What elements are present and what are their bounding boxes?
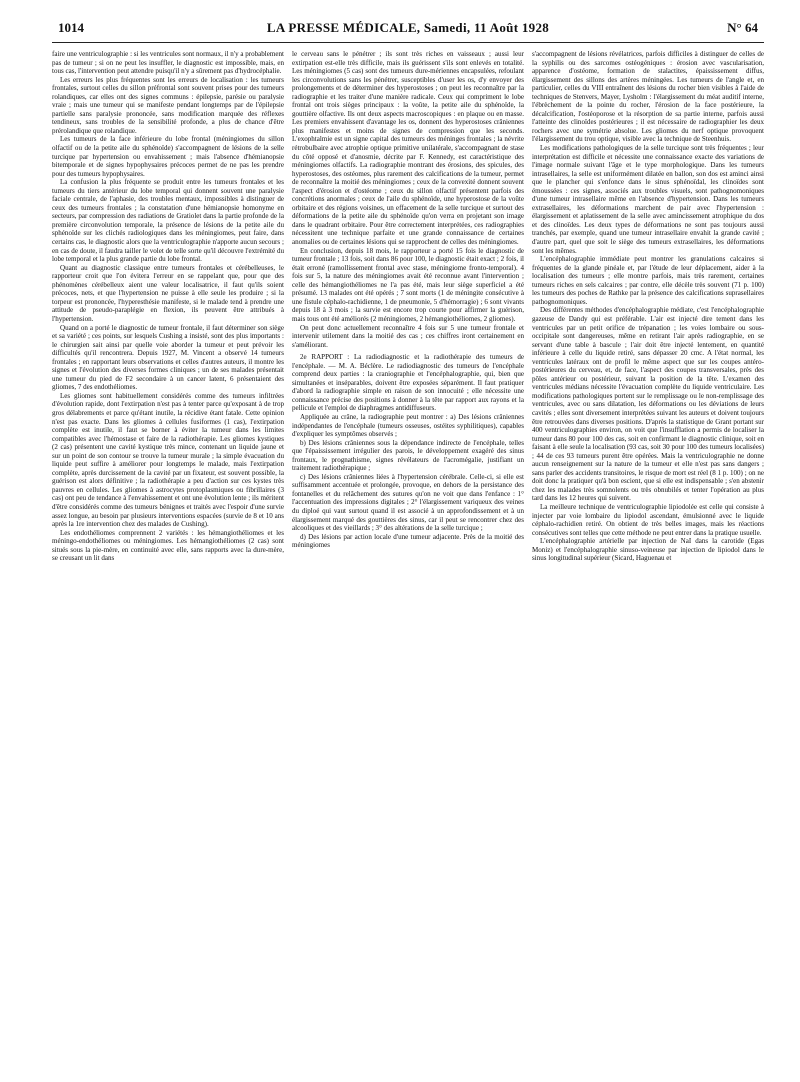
paragraph: d) Des lésions par action locale d'une tumeur adjacente. Près de la moitié des méningiomes	[292, 532, 524, 550]
paragraph: La confusion la plus fréquente se produit entre les tumeurs frontales et les tumeurs du tiers antérieur du lobe temporal qui donnent souvent une paralysie faciale centrale, de l'aphasie, des troubles mentaux, impossibles à distinguer de ceux des tumeurs frontales ; la constatation d'une hémianopsie homonyme en secteurs, par compression des radiations de Gratiolet dans la partie profonde de la première circonvolution temporale, la présence de lésions de la petite aile du sphénoïde sur les clichés radiologiques dans les méningiomes, peut faire, dans certains cas, le diagnostic alors que la ventriculographie n'apporte aucun secours ; en cas de doute, il faudra tailler le volet de telle sorte qu'il découvre l'extrémité du lobe temporal et la plus grande partie du lobe frontal.	[52, 178, 284, 264]
paragraph: Quant au diagnostic classique entre tumeurs frontales et cérébelleuses, le rapporteur croit que l'on évitera l'erreur en se rappelant que, pour que des phénomènes cérébelleux aient une valeur localisatrice, il faut qu'ils soient précoces, nets, et que l'hypertension ne puisse à elle seule les produire ; si la torpeur est prononcée, l'hyperesthésie manifeste, si le malade tend à prendre une attitude de pseudo-paraplégie en flexion, ils peuvent être attribués à l'hypertension.	[52, 263, 284, 323]
page-number: 1014	[58, 20, 84, 35]
paragraph: En conclusion, depuis 18 mois, le rapporteur a porté 15 fois le diagnostic de tumeur frontale ; 13 fois, soit dans 86 pour 100, le diagnostic était exact ; 2 fois, il était erroné (ramollissement frontal avec stase, méningiome fronto-temporal). 4 fois sur 5, la nature des méningiomes avait été reconnue avant l'intervention ; celle des hémangiothéliomes ne l'a pas été, mais leur siège superficiel a été présumé. 13 malades ont été opérés ; 7 sont morts (1 de méningite consécutive à une fistule céphalo-rachidienne, 1 de pneumonie, 5 d'hémorragie) ; 6 sont vivants depuis 18 à 3 mois ; la survie est encore trop courte pour affirmer la guérison, mais tous ont été améliorés (2 méningiomes, 2 hémangiothéliomes, 2 gliomes).	[292, 246, 524, 323]
paragraph: Quand on a porté le diagnostic de tumeur frontale, il faut déterminer son siège et sa variété ; ces points, sur lesquels Cushing a insisté, sont des plus importants : le chirurgien sait ainsi par quelle voie aborder la tumeur et peut prévoir les difficultés qu'il rencontrera. Depuis 1927, M. Vincent a observé 14 tumeurs frontales ; en rapportant leurs observations et celles d'autres auteurs, il montre les signes et l'évolution des diverses formes cliniques ; un de ses malades présentait une tumeur du pied de F2 secondaire à un cancer latent, 6 présentaient des gliomes, 7 des endothéliomes.	[52, 323, 284, 392]
journal-title: LA PRESSE MÉDICALE, Samedi, 11 Août 1928	[266, 20, 550, 35]
paragraph: faire une ventriculographie : si les ventricules sont normaux, il n'y a probablement pas de tumeur ; si on ne peut les insuffler, le diagnostic est impossible, mais, en tous cas, l'intervention peut attendre puisqu'il n'y a sûrement pas d'hydrocéphalie.	[52, 50, 284, 76]
paragraph: Les erreurs les plus fréquentes sont les erreurs de localisation : les tumeurs frontales, surtout celles du sillon préfrontal sont souvent prises pour des tumeurs rolandiques, car elles ont des signes communs : épilepsie, parésie ou paralysie vraie ; mais une tumeur qui se manifeste pendant longtemps par de l'épilepsie partielle sans paralysie prononcée, sans modification marquée des réflexes tendineux, sans troubles de la sensibilité profonde, a plus de chance d'être prérolandique que rolandique.	[52, 75, 284, 135]
header-rule	[52, 42, 764, 43]
paragraph: c) Des lésions crâniennes liées à l'hypertension cérébrale. Celle-ci, si elle est suffisamment accentuée et prolongée, provoque, en dehors de la persistance des fontanelles et du relâchement des sutures qu'on ne voit que dans l'enfance : 1° l'accentuation des impressions digitales ; 2° l'élargissement variqueux des veines du diploé qui vaut surtout quand il est associé à un approfondissement et à un élargissement marqué des gouttières des sinus, car il peut se rencontrer chez des alcooliques et des vieillards ; 3° des altérations de la selle turcique ;	[292, 472, 524, 533]
paragraph: s'accompagnent de lésions révélatrices, parfois difficiles à distinguer de celles de la syphilis ou des sarcomes ostéogéniques : érosion avec vascularisation, apparence d'ostéome, formation de stalactites, épaississement diffus, élargissement des sillons des artères méningées. Les tumeurs de l'angle et, en particulier, celles du VIII entraînent des lésions du rocher bien visibles à l'aide de techniques de Stenvers, Mayer, Lysholm : l'élargissement du méat auditif interne, l'ébrèchement de la pointe du rocher, l'érosion de la face postérieure, la décalcification, l'ostéoporose et la résorption de sa partie interne, parfois aussi l'atteinte des clinoïdes postérieures ; il est nécessaire de radiographier les deux rochers avec une symétrie absolue. Les gliomes du nerf optique provoquent l'élargissement du trou optique, visible avec la technique de Steenhuis.	[532, 50, 764, 144]
issue-number: N° 64	[727, 20, 758, 35]
paragraph: L'encéphalographie artérielle par injection de NaI dans la carotide (Egas Moniz) et l'encéphalographie sinuso-veineuse par injection de lipiodol dans le sinus longitudinal supérieur (Sicard, Haguenau et	[532, 537, 764, 563]
paragraph: b) Des lésions crâniennes sous la dépendance indirecte de l'encéphale, telles que l'épaississement irrégulier des parois, le développement exagéré des sinus frontaux, le prognathisme, signes révélateurs de l'acromégalie, justifiant un traitement radiothérapique ;	[292, 438, 524, 473]
paragraph: Les modifications pathologiques de la selle turcique sont très fréquentes ; leur interprétation est difficile et nécessite une connaissance exacte des variations de l'image normale suivant l'âge et le type morphologique. Dans les tumeurs intrasellaires, la selle est uniformément dilatée en ballon, son dos est aminci ainsi que le plancher qui s'enfonce dans le sinus sphénoïdal, les clinoïdes sont émoussées : ces signes, associés aux troubles visuels, sont pathognomoniques d'une tumeur intrasellaire même en l'absence d'hypertension. Dans les tumeurs extrasellaires, les déformations marchent de pair avec l'hypertension : élargissement et aplatissement de la selle avec amincissement atrophique du dos et des clinoïdes. Les deux types de déformations ne sont pas toujours aussi tranchés, par exemple, quand une tumeur intrasellaire envahit la grande cavité ; d'autre part, quel que soit le siège des tumeurs extrasellaires, les déformations sont les mêmes.	[532, 144, 764, 255]
text-column-1	[52, 50, 284, 1070]
paragraph: On peut donc actuellement reconnaître 4 fois sur 5 une tumeur frontale et intervenir utilement dans la moitié des cas ; ces chiffres iront certainement en s'améliorant.	[292, 323, 524, 349]
paragraph: Appliquée au crâne, la radiographie peut montrer : a) Des lésions crâniennes indépendantes de l'encéphale (tumeurs osseuses, ostéites syphilitiques), capables d'expliquer les symptômes observés ;	[292, 412, 524, 439]
text-column-3	[532, 50, 764, 1070]
paragraph: Les endothéliomes comprennent 2 variétés : les hémangiothéliomes et les méningo-endothéliomes ou méningiomes. Les hémangiothéliomes (2 cas) sont situés sous la pie-mère, en continuité avec elle, sans rapports avec la dure-mère, se creusant un lit dans	[52, 528, 284, 563]
paragraph: 2e RAPPORT : La radiodiagnostic et la radiothérapie des tumeurs de l'encéphale. — M. A. Béclère. Le radiodiagnostic des tumeurs de l'encéphale comprend deux parties : la craniographie et l'encéphalographie, qui, bien que simultanées et inséparables, doivent être exposées séparément. Il faut pratiquer d'abord la radiographie simple en raison de son innocuité ; elle nécessite une connaissance précise des positions à donner à la tête par rapport aux rayons et la pellicule et l'emploi de diaphragmes antidiffuseurs.	[292, 353, 524, 413]
paragraph: le cerveau sans le pénétrer ; ils sont très riches en vaisseaux ; aussi leur extirpation est-elle très difficile, mais ils guérissent s'ils sont enlevés en totalité. Les méningiomes (5 cas) sont des tumeurs dure-mériennes encapsulées, refoulant les circonvolutions sans les pénétrer, susceptibles d'user les os, d'y envoyer des prolongements et de déterminer des hyperostoses ; on peut les reconnaître par la radiographie et les traiter d'une manière radicale. Ceux qui compriment le lobe frontal ont trois sièges principaux : la voûte, la petite aile du sphénoïde, la gouttière olfactive. Ils ont deux aspects macroscopiques : en plaque ou en masse. Les premiers envahissent d'avantage les os, donnent des hyperostoses crâniennes plus manifestes et moins de signes de compression que les seconds. L'exophtalmie est un signe capital des tumeurs des méninges frontales ; la névrite rétrobulbaire avec atrophie optique primitive unilatérale, s'accompagnant de stase du côté opposé et d'anosmie, décrite par F. Kennedy, est caractéristique des méningiomes olfactifs. La radiographie montrant des érosions, des spicules, des hyperostoses, des ostéomes, plus rarement des calcifications de la tumeur, permet de reconnaître la moitié des méningiomes ; ceux de la convexité donnent souvent l'aspect d'érosion et d'ostéome ; ceux du sillon olfactif présentent parfois des concrétions anormales ; ceux de l'aile du sphénoïde, une hyperostose de la voûte orbitaire et des régions voisines, un effacement de la selle turcique et surtout des déformations de la petite aile du sphénoïde qu'on verra en projetant son image dans le quadrant orbitaire. Pour être correctement interprétées, ces radiographies nécessitent une technique parfaite et une grande connaissance de certaines anomalies ou de certaines lésions qui se rapprochent de celles des méningiomes.	[292, 50, 524, 247]
paragraph: Les tumeurs de la face inférieure du lobe frontal (méningiomes du sillon olfactif ou de la petite aile du sphénoïde) s'accompagnent de lésions de la selle turcique par hypertension ou envahissement ; mais l'absence d'hémianopsie bitemporale et de signes hypophysaires précoces permet de ne pas les prendre pour des tumeurs hypophysaires.	[52, 135, 284, 178]
paragraph: L'encéphalographie immédiate peut montrer les granulations calcaires si fréquentes de la glande pinéale et, par l'étude de leur déplacement, aider à la localisation des tumeurs ; elle montre parfois, mais très rarement, certaines tumeurs riches en sels calcaires ; par contre, elle décèle très souvent (71 p. 100) les tumeurs des poches de Rathke par la présence des calcifications suprasellaires pathognomoniques.	[532, 255, 764, 306]
paragraph: La meilleure technique de ventriculographie lipiodolée est celle qui consiste à injecter par voie lombaire du lipiodol ascendant, émulsionné avec le liquide céphalo-rachidien retiré. On obtient de très belles images, mais les réactions consécutives sont telles que cette méthode ne peut entrer dans la pratique usuelle.	[532, 502, 764, 537]
paragraph: Les gliomes sont habituellement considérés comme des tumeurs infiltrées d'évolution rapide, dont l'extirpation n'est pas à tenter parce qu'exposant à de trop gros délabrements et parce qu'étant inutile, la récidive étant fatale. Cette opinion n'est pas exacte. Dans les gliomes à cellules fusiformes (1 cas), l'extirpation complète est inutile, il faut se borner à éviter la tumeur dans les limites compatibles avec l'hémostase et faire de la radiothérapie. Les gliomes kystiques (2 cas) présentent une cavité kystique très mince, contenant un liquide jaune et sur un point de son contour se trouve la tumeur murale ; la simple évacuation du liquide peut suffire à améliorer pour longtemps le malade, mais l'extirpation complète, après durcissement de la cavité par un fixateur, est souvent possible, la guérison est alors définitive ; la radiothérapie a peu d'action sur ces kystes très pauvres en cellules. Les gliomes à astrocytes protoplasmiques ou fibrillaires (3 cas) ont peu de tendance à l'envahissement et ont une évolution lente ; ils méritent d'être considérés comme des tumeurs bénignes et traités avec l'espoir d'une survie assez longue, au besoin par plusieurs interventions espacées (survie de 8 et 10 ans après la 1re intervention chez des malades de Cushing).	[52, 391, 284, 529]
running-header	[58, 20, 758, 42]
text-column-2	[292, 50, 524, 1070]
paragraph: Des différentes méthodes d'encéphalographie médiate, c'est l'encéphalographie gazeuse de Dandy qui est préférable. L'air est injecté dire tement dans les ventricules par un petit orifice de trépanation ; les voies lombaire ou sous-occipitale sont dangereuses, même en retirant l'air après radiographie, en se servant d'une table à bascule ; l'air doit être injecté lentement, en quantité inférieure à celle du liquide retiré, sans dépasser 20 cmc. A l'état normal, les ventricules latéraux ont de profil le même aspect que sur les coupes antéro-postérieures du cerveau, et, de face, l'aspect des coupes transversales, près des pôles antérieur ou postérieur, suivant la position de la tête. L'examen des ventricules médians nécessite l'évacuation complète du liquide ventriculaire. Les modifications pathologiques portent sur le remplissage ou le non-remplissage des ventricules, avec ou sans dilatation, les déformations ou les déviations de leurs cavités ; elles sont diversement interprétées suivant les auteurs et doivent toujours être retrouvées dans diverses positions. D'après la statistique de Grant portant sur 400 ventriculographies environ, on voit que l'insufflation a permis de localiser la tumeur dans 80 pour 100 des cas, soit en confirmant le diagnostic clinique, soit en faisant à elle seule la localisation (93 cas, soit 30 pour 100 des tumeurs localisées) ; 44 de ces 93 tumeurs purent être opérées. Mais la ventriculographie ne donne aucun renseignement sur la nature de la tumeur et elle n'est pas sans dangers ; sans parler des accidents transitoires, le risque de mort est réel (8 1 p. 100) ; on ne doit donc la pratiquer qu'à bon escient, que si elle est indispensable ; s'en abstenir chez les malades très somnolents ou très obnubilés et tenter l'opération au plus tard dans les 12 heures qui suivent.	[532, 306, 764, 503]
